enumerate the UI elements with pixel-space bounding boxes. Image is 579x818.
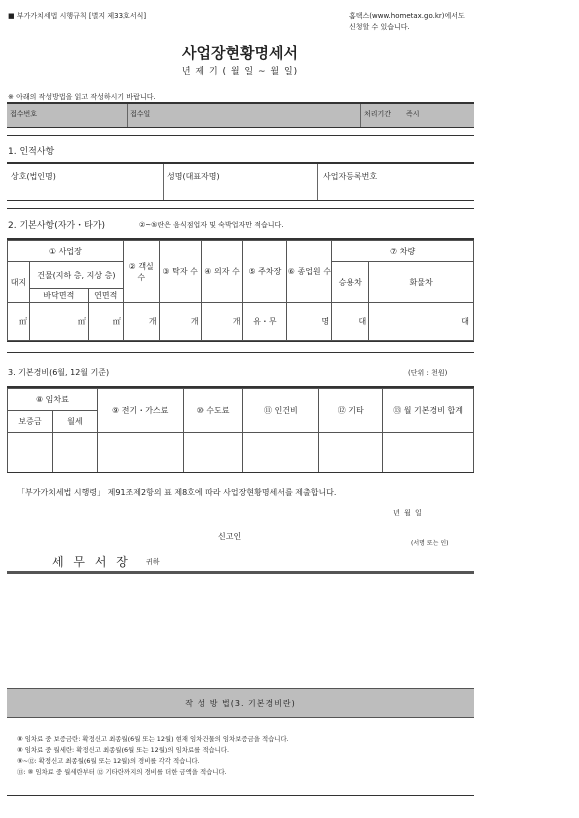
other-header: ⑫ 기타	[319, 389, 383, 433]
land-header: 대지	[8, 262, 30, 303]
deposit-input[interactable]	[8, 433, 53, 473]
receipt-number-label: 접수번호	[10, 110, 38, 118]
building-header: 건물(지하 층, 지상 층)	[29, 262, 123, 289]
vehicles-header: ⑦ 차량	[332, 241, 474, 262]
parking-header: ⑤ 주차장	[243, 241, 287, 303]
guide-item: ⑬: ⑧ 임차료 중 월세란부터 ⑫ 기타란까지의 경비를 더한 금액을 적습니다.	[17, 768, 227, 776]
water-header: ⑩ 수도료	[183, 389, 243, 433]
car-input[interactable]: 대	[332, 303, 369, 341]
section3-title: 3. 기본경비(6월, 12월 기준)	[8, 368, 110, 377]
utility-header: ⑨ 전기・가스료	[97, 389, 183, 433]
rooms-input[interactable]: 개	[123, 303, 159, 341]
total-expense-input[interactable]	[383, 433, 474, 473]
hometax-notice: 홈택스(www.hometax.go.kr)에서도 신청할 수 있습니다.	[349, 12, 465, 31]
basic-info-table	[7, 240, 474, 341]
guide-header	[7, 688, 474, 718]
chairs-header: ④ 의자 수	[201, 241, 243, 303]
truck-header: 화물차	[369, 262, 474, 303]
chairs-input[interactable]: 개	[201, 303, 243, 341]
tax-office-label: 세 무 서 장	[52, 555, 131, 569]
rooms-header: ② 객실 수	[123, 241, 159, 303]
land-area-input[interactable]: ㎡	[8, 303, 30, 341]
workplace-header: ① 사업장	[8, 241, 124, 262]
signature-note[interactable]: (서명 또는 인)	[411, 540, 449, 547]
business-registration-field[interactable]: 사업자등록번호	[323, 172, 378, 181]
reporter-label: 신고인	[218, 532, 242, 541]
total-area-header: 연면적	[88, 289, 123, 303]
total-area-input[interactable]: ㎡	[88, 303, 123, 341]
declaration-date[interactable]: 년 월 일	[393, 509, 423, 517]
car-header: 승용차	[332, 262, 369, 303]
labor-input[interactable]	[243, 433, 319, 473]
water-input[interactable]	[183, 433, 243, 473]
employees-header: ⑥ 종업원 수	[287, 241, 332, 303]
parking-input[interactable]: 유・무	[243, 303, 287, 341]
rent-header: ⑧ 임차료	[8, 389, 98, 411]
company-name-field[interactable]: 상호(법인명)	[11, 172, 56, 181]
processing-period-label: 처리기간	[364, 110, 392, 118]
guide-title: 작 성 방 법(3. 기본경비란)	[185, 699, 296, 708]
truck-input[interactable]: 대	[369, 303, 474, 341]
section2-note: ②~⑤란은 음식점업자 및 숙박업자만 적습니다.	[139, 221, 284, 229]
floor-area-header: 바닥면적	[29, 289, 88, 303]
section1-title: 1. 인적사항	[8, 147, 55, 157]
expense-table	[7, 388, 474, 473]
form-title: 사업장현황명세서	[182, 44, 298, 62]
deposit-header: 보증금	[8, 411, 53, 433]
section2-title: 2. 기본사항(자가・타가)	[8, 221, 106, 231]
other-input[interactable]	[319, 433, 383, 473]
reporting-period: 년 제 기 ( 월 일 ~ 월 일)	[181, 67, 299, 77]
monthly-rent-input[interactable]	[52, 433, 97, 473]
form-reference: ■ 부가가치세법 시행규칙 [별지 제33호서식]	[8, 12, 147, 20]
guide-item: ⑨~⑫: 확정신고 최종월(6월 또는 12월)의 경비를 각각 적습니다.	[17, 757, 200, 765]
instruction-note: ※ 아래의 작성방법을 읽고 작성하시기 바랍니다.	[8, 93, 156, 101]
labor-header: ⑪ 인건비	[243, 389, 319, 433]
declaration-statement: 「부가가치세법 시행령」 제91조제2항의 표 제8호에 따라 사업장현황명세서를 제출합니다.	[17, 488, 337, 497]
employees-input[interactable]: 명	[287, 303, 332, 341]
tables-input[interactable]: 개	[159, 303, 201, 341]
monthly-rent-header: 월세	[52, 411, 97, 433]
representative-name-field[interactable]: 성명(대표자명)	[167, 172, 220, 181]
tables-header: ③ 탁자 수	[159, 241, 201, 303]
guide-item: ⑧ 임차료 중 보증금란: 확정신고 최종월(6월 또는 12월) 현재 임차건물의 임차보증금을 적습니다.	[17, 735, 289, 743]
utility-input[interactable]	[97, 433, 183, 473]
total-expense-header: ⑬ 월 기본경비 합계	[383, 389, 474, 433]
honorific-label: 귀하	[146, 558, 160, 566]
receipt-bar	[7, 104, 474, 127]
guide-item: ⑧ 임차료 중 월세란: 확정신고 최종월(6월 또는 12월)의 임차료를 적습니다.	[17, 746, 230, 754]
receipt-date-label: 접수일	[130, 110, 151, 118]
section3-unit: (단위 : 천원)	[408, 369, 448, 377]
processing-period-value: 즉시	[406, 110, 420, 118]
guide-list	[17, 734, 289, 778]
floor-area-input[interactable]: ㎡	[29, 303, 88, 341]
